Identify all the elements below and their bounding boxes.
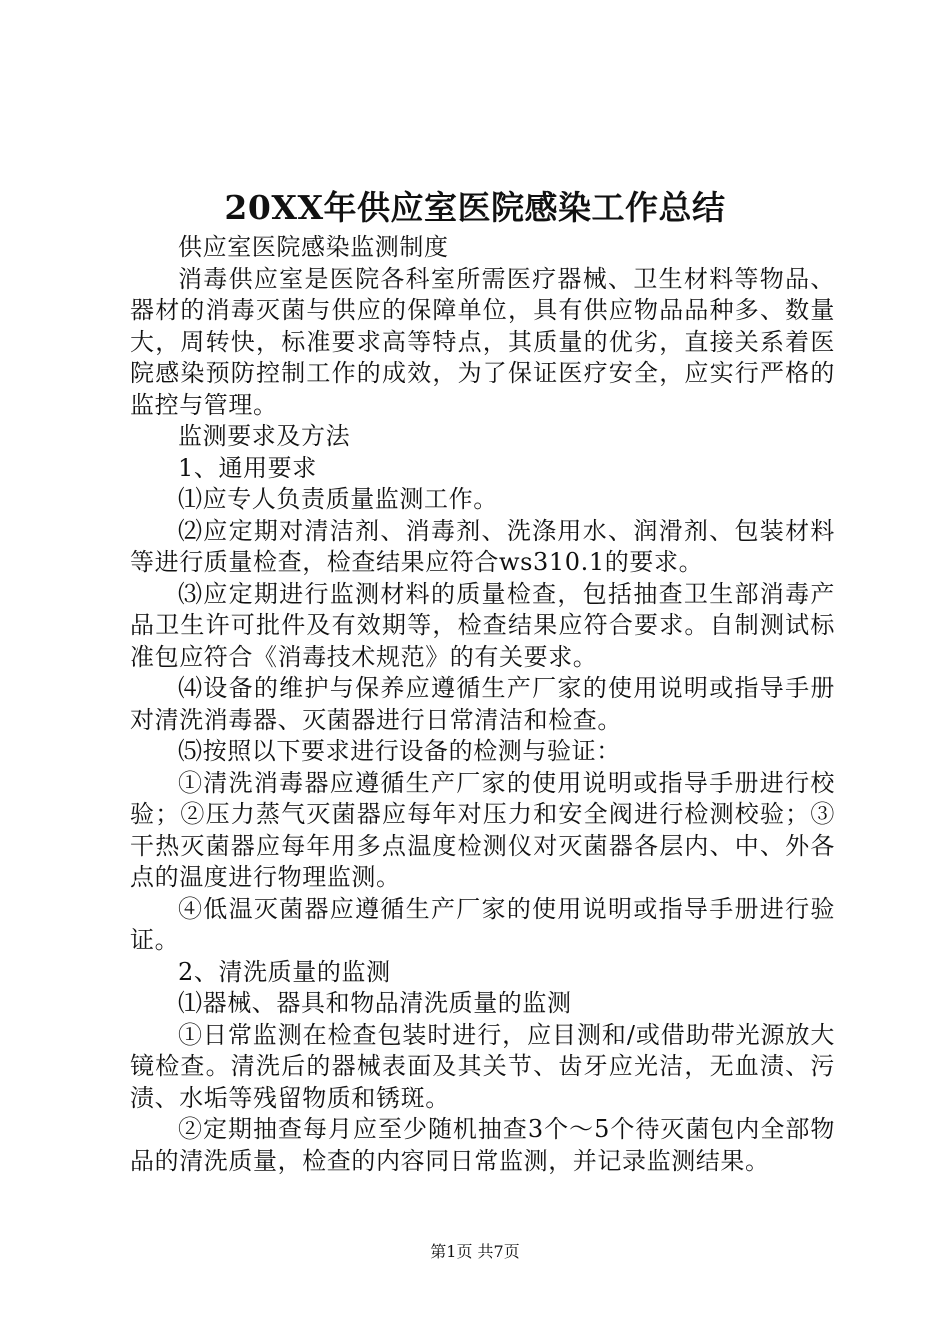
paragraph: ⑵应定期对清洁剂、消毒剂、洗涤用水、润滑剂、包装材料等进行质量检查，检查结果应符合ws310.1的要求。 <box>130 516 835 576</box>
document-title: 20XX年供应室医院感染工作总结 <box>224 188 726 227</box>
paragraph: 监测要求及方法 <box>178 422 351 450</box>
document-body <box>130 232 835 1177</box>
paragraph: ①日常监测在检查包装时进行，应目测和/或借助带光源放大镜检查。清洗后的器械表面及其关节、齿牙应光洁，无血渍、污渍、水垢等残留物质和锈斑。 <box>130 1020 835 1112</box>
page-footer: 第1页 共7页 <box>430 1242 520 1261</box>
paragraph: ⑶应定期进行监测材料的质量检查，包括抽查卫生部消毒产品卫生许可批件及有效期等，检查结果应符合要求。自制测试标准包应符合《消毒技术规范》的有关要求。 <box>130 579 835 671</box>
paragraph: ⑸按照以下要求进行设备的检测与验证： <box>178 737 621 765</box>
paragraph: ⑷设备的维护与保养应遵循生产厂家的使用说明或指导手册对清洗消毒器、灭菌器进行日常清洁和检查。 <box>130 674 835 734</box>
paragraph: 1、通用要求 <box>178 453 317 482</box>
paragraph: ⑴器械、器具和物品清洗质量的监测 <box>178 989 572 1017</box>
paragraph: ①清洗消毒器应遵循生产厂家的使用说明或指导手册进行校验；②压力蒸气灭菌器应每年对压力和安全阀进行检测校验；③干热灭菌器应每年用多点温度检测仪对灭菌器各层内、中、外各点的温度进行物理监测。 <box>130 768 835 891</box>
paragraph: 2、清洗质量的监测 <box>178 957 391 986</box>
paragraph: 供应室医院感染监测制度 <box>178 233 449 261</box>
paragraph: ④低温灭菌器应遵循生产厂家的使用说明或指导手册进行验证。 <box>130 894 835 954</box>
paragraph: ②定期抽查每月应至少随机抽查3个～5个待灭菌包内全部物品的清洗质量，检查的内容同日常监测，并记录监测结果。 <box>130 1115 835 1175</box>
paragraph: ⑴应专人负责质量监测工作。 <box>178 485 498 513</box>
paragraph: 消毒供应室是医院各科室所需医疗器械、卫生材料等物品、器材的消毒灭菌与供应的保障单位，具有供应物品品种多、数量大，周转快，标准要求高等特点，其质量的优劣，直接关系着医院感染预防控制工作的成效，为了保证医疗安全，应实行严格的监控与管理。 <box>130 264 835 419</box>
